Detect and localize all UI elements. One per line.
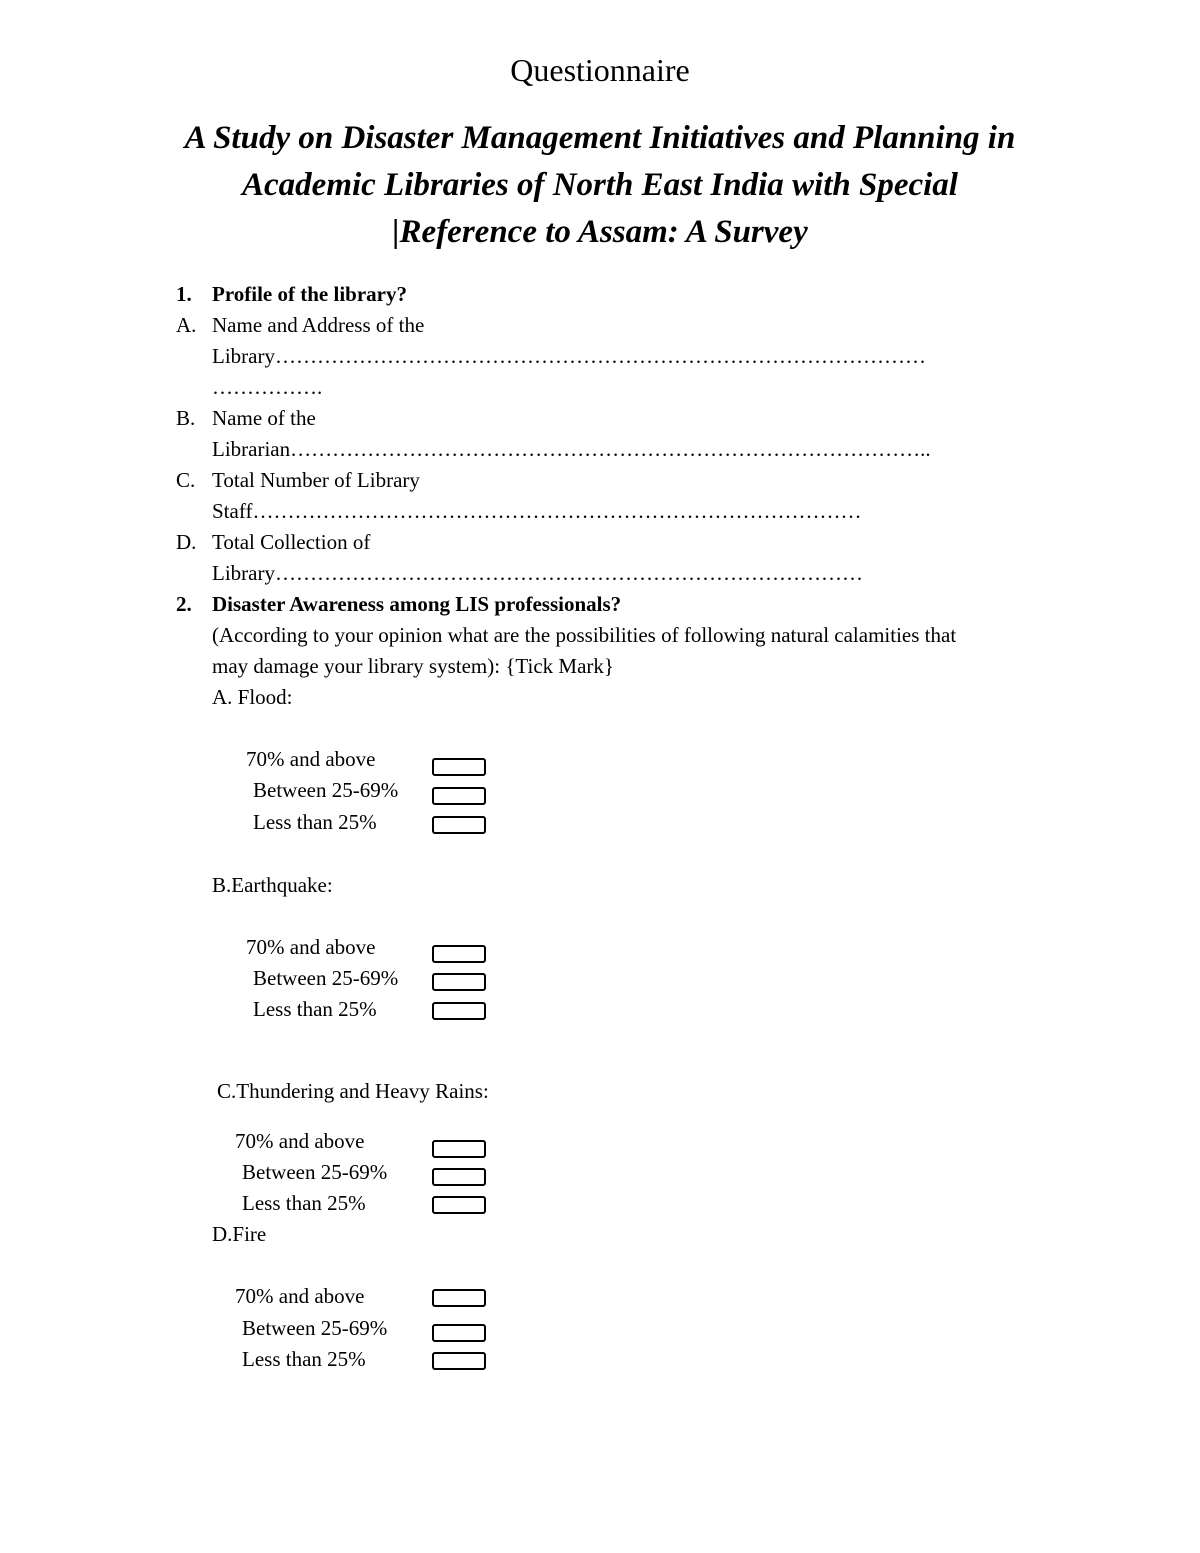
title-line-2: Academic Libraries of North East India with Special [242,167,958,203]
flood-25-69-checkbox[interactable] [432,787,486,805]
q2-note-line-1: (According to your opinion what are the possibilities of following natural calamities that [212,623,957,647]
flood-option-label: Between 25-69% [253,778,399,802]
earthquake-option-label: 70% and above [246,935,376,959]
q1a-answer-line-2[interactable]: ……………. [212,375,323,399]
page-heading: Questionnaire [510,52,690,88]
thunder-less-25-checkbox[interactable] [432,1196,486,1214]
q1-text: Profile of the library? [212,282,407,306]
thunder-option-label: Less than 25% [242,1191,366,1215]
calamity-fire-label: D.Fire [212,1222,267,1246]
calamity-earthquake-label: B.Earthquake: [212,873,333,897]
fire-25-69-checkbox[interactable] [432,1324,486,1342]
fire-option-label: 70% and above [235,1284,365,1308]
q1d-letter: D. [176,530,197,554]
title-line-3: |Reference to Assam: A Survey [392,214,808,250]
earthquake-option-label: Less than 25% [253,997,377,1021]
title-line-1: A Study on Disaster Management Initiatives and Planning in [184,120,1016,156]
flood-less-25-checkbox[interactable] [432,816,486,834]
q1d-answer-line[interactable]: Library………………………………………………………………………… [212,561,863,585]
q1b-letter: B. [176,406,196,430]
thunder-option-label: 70% and above [235,1129,365,1153]
q1c-label: Total Number of Library [212,468,420,492]
q1c-letter: C. [176,468,196,492]
thunder-25-69-checkbox[interactable] [432,1168,486,1186]
fire-70-checkbox[interactable] [432,1289,486,1307]
fire-option-label: Less than 25% [242,1347,366,1371]
flood-option-label: 70% and above [246,747,376,771]
q1b-label: Name of the [212,406,316,430]
q1a-label: Name and Address of the [212,313,425,337]
q2-text: Disaster Awareness among LIS professionals? [212,592,622,616]
earthquake-less-25-checkbox[interactable] [432,1002,486,1020]
earthquake-70-checkbox[interactable] [432,945,486,963]
earthquake-25-69-checkbox[interactable] [432,973,486,991]
flood-option-label: Less than 25% [253,810,377,834]
fire-option-label: Between 25-69% [242,1316,388,1340]
q2-note-line-2: may damage your library system): {Tick Mark} [212,654,614,678]
flood-70-checkbox[interactable] [432,758,486,776]
q2-number: 2. [176,592,192,616]
q1c-answer-line[interactable]: Staff…………………………………………………………………………… [212,499,862,523]
q1-number: 1. [176,282,192,306]
calamity-thunder-label: C.Thundering and Heavy Rains: [217,1079,489,1103]
q1d-label: Total Collection of [212,530,371,554]
q1b-answer-line[interactable]: Librarian……………………………………………………………………………….. [212,437,931,461]
fire-less-25-checkbox[interactable] [432,1352,486,1370]
thunder-70-checkbox[interactable] [432,1140,486,1158]
q1a-answer-line[interactable]: Library………………………………………………………………………………… [212,344,926,368]
q1a-letter: A. [176,313,197,337]
thunder-option-label: Between 25-69% [242,1160,388,1184]
calamity-flood-label: A. Flood: [212,685,293,709]
earthquake-option-label: Between 25-69% [253,966,399,990]
